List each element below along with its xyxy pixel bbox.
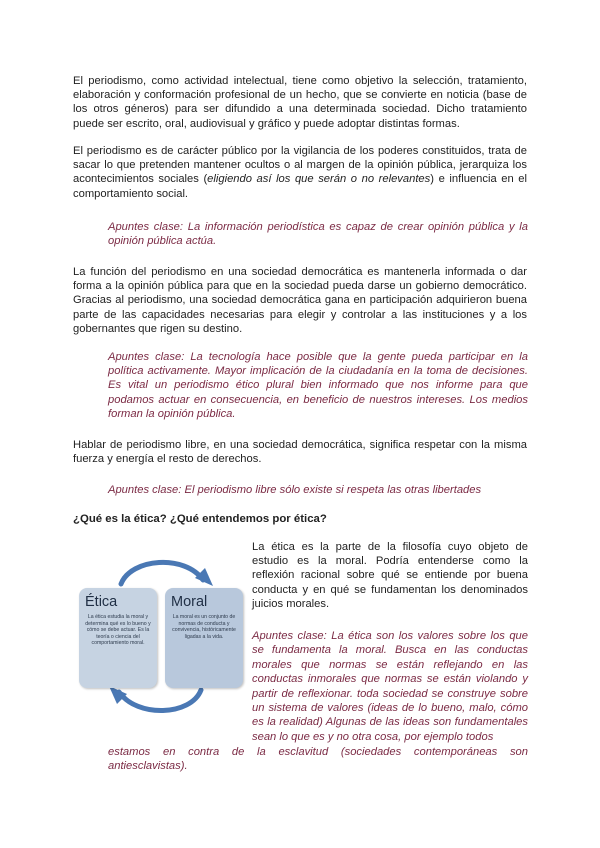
class-note-ethics-values-continued: estamos en contra de la esclavitud (sociedades contemporáneas son antiesclavistas).	[108, 746, 528, 773]
class-note-public-opinion: Apuntes clase: La información periodística es capaz de crear opinión pública y la opinión pública actúa.	[108, 221, 528, 248]
paragraph-text: El periodismo es de carácter público por la vigilancia de los poderes constituidos, trata de sacar lo que pretenden mantener ocultos o al margen de la opinión pública, jerarquiza los acontecimientos sociales (	[73, 145, 527, 186]
section-heading-ethics: ¿Qué es la ética? ¿Qué entendemos por ética?	[73, 513, 327, 525]
ethics-box-text: La ética estudia la moral y determina qué es lo bueno y cómo se debe actuar. Es la teoría o ciencia del comportamiento moral.	[85, 614, 151, 647]
moral-box-text: La moral es un conjunto de normas de conducta y convivencia, históricamente ligadas a la vida.	[172, 614, 236, 640]
moral-box-title: Moral	[171, 594, 208, 610]
paragraph-journalism-public-character	[73, 144, 527, 201]
paragraph-ethics-definition: La ética es la parte de la filosofía cuyo objeto de estudio es la moral. Podría entenderse como la reflexión racional sobre qué se entiende por buena conducta y en qué se fundamentan los denominados juicios morales.	[252, 541, 528, 610]
ethics-box	[79, 588, 157, 688]
class-note-technology: Apuntes clase: La tecnología hace posible que la gente pueda participar en la política activamente. Mayor implicación de la ciudadanía en la toma de decisiones. Es vital un periodismo ético plural bien informado que nos informe para que podamos actuar en consecuencia, en beneficio de nuestros intereses. Los medios forman la opinión pública.	[108, 351, 528, 420]
ethics-moral-diagram	[73, 550, 248, 720]
ethics-box-title: Ética	[85, 594, 118, 610]
paragraph-journalism-definition: El periodismo, como actividad intelectual, tiene como objetivo la selección, tratamiento, elaboración y conformación profesional de un hecho, que se convierte en noticia (base de los otros géneros) para ser difundido a una determinada sociedad. Dicho tratamiento puede ser escrito, oral, audiovisual y gráfico y puede adoptar distintas formas.	[73, 75, 527, 130]
paragraph-text: ) e influencia en el comportamiento social.	[73, 173, 527, 200]
emphasis-text: eligiendo así los que serán o no relevantes	[207, 173, 431, 186]
class-note-freedoms: Apuntes clase: El periodismo libre sólo existe si respeta las otras libertades	[108, 484, 482, 496]
class-note-ethics-values: Apuntes clase: La ética son los valores sobre los que se fundamenta la moral. Busca en las conductas morales que normas se están reflejando en las conductas inmorales que normas se están violando y partir de reflexionar. toda sociedad se construye sobre un sistema de valores (ideas de lo bueno, malo, cómo es la realidad) Algunas de las ideas son fundamentales sean lo que es y no otra cosa, por ejemplo todos	[252, 630, 528, 743]
moral-box	[165, 588, 243, 688]
paragraph-journalism-democracy: La función del periodismo en una sociedad democrática es mantenerla informada o dar forma a la opinión pública para que en la sociedad pueda darse un gobierno democrático. Gracias al periodismo, una sociedad democrática gana en participación adquirieron buena parte de las capacidades necesarias para elegir y controlar a las instituciones y a los gobernantes que rigen su destino.	[73, 266, 527, 335]
paragraph-free-journalism: Hablar de periodismo libre, en una sociedad democrática, significa respetar con la misma fuerza y energía el resto de derechos.	[73, 439, 527, 466]
